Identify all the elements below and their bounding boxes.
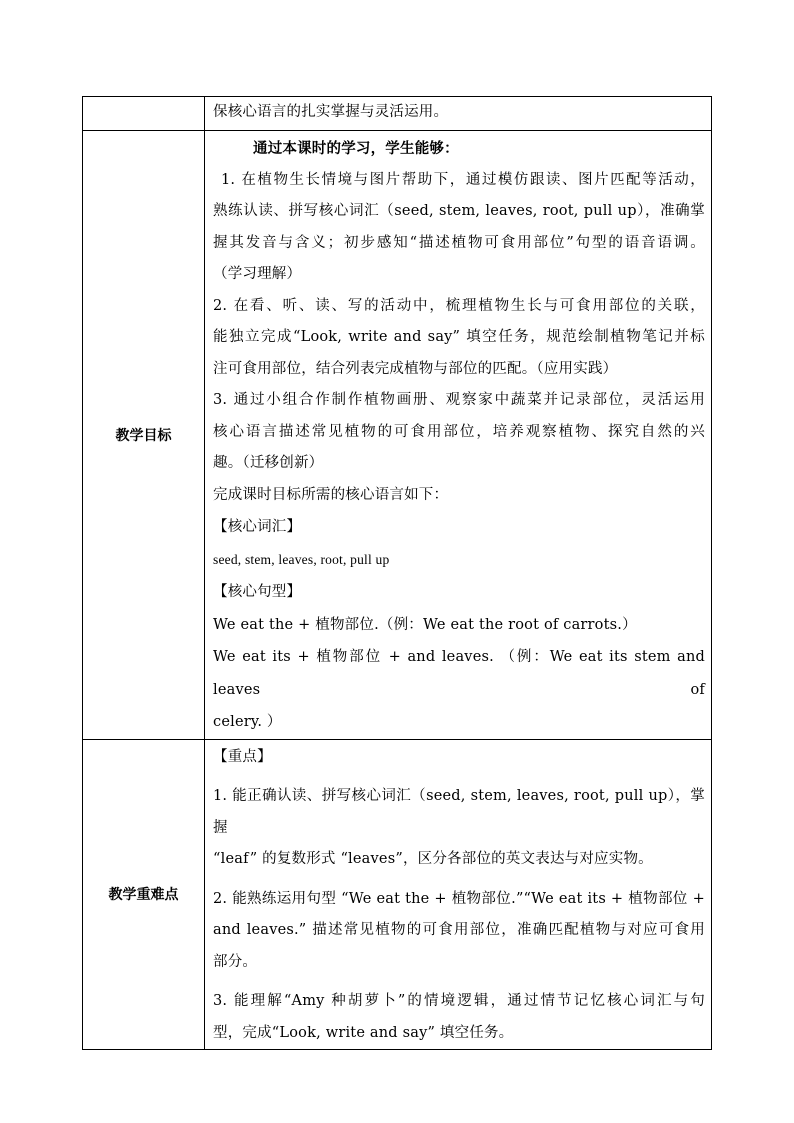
sentence-1: We eat the + 植物部位.（例：We eat the root of carrots.） [213,616,637,633]
objective-2-line-3: 注可食用部位，结合列表完成植物与部位的匹配。（应用实践） [213,360,618,377]
vocab-heading: 【核心词汇】 [213,519,302,535]
objective-1-line-4: （学习理解） [213,266,302,282]
table-row-key-points [83,739,712,1050]
objectives-intro: 通过本课时的学习，学生能够： [253,140,459,157]
objective-2-line-2: 能独立完成“Look, write and say” 填空任务，规范绘制植物笔记并标 [213,329,705,345]
core-language-intro: 完成课时目标所需的核心语言如下： [213,486,449,503]
objective-3-line-2: 核心语言描述常见植物的可食用部位，培养观察植物、探究自然的兴 [213,423,705,440]
sentence-heading: 【核心句型】 [213,584,302,600]
objective-2-line-1: 2. 在看、听、读、写的活动中，梳理植物生长与可食用部位的关联， [213,297,705,314]
lesson-plan-table [82,96,712,1050]
key-points-label: 教学重难点 [83,739,205,1050]
key-point-3-line-2: 型，完成“Look, write and say” 填空任务。 [213,1024,514,1041]
sentence-2-line-1: We eat its + 植物部位 + and leaves. （例：We eat its stem and leaves of [213,649,705,698]
continuation-cell [205,97,712,131]
objective-1-line-3: 握其发音与含义；初步感知“描述植物可食用部位”句型的语音语调。 [213,234,705,251]
objectives-label: 教学目标 [83,131,205,740]
key-point-3-line-1: 3. 能理解“Amy 种胡萝卜”的情境逻辑，通过情节记忆核心词汇与句 [213,993,705,1009]
key-point-1-line-1: 1. 能正确认读、拼写核心词汇（seed, stem, leaves, root, pull up），掌握 [213,788,705,836]
sentence-2-line-2: celery. ） [213,714,282,730]
objective-3-line-1: 3. 通过小组合作制作植物画册、观察家中蔬菜并记录部位，灵活运用 [213,392,705,408]
objective-1-line-1: 1. 在植物生长情境与图片帮助下，通过模仿跟读、图片匹配等活动， [221,171,705,188]
key-point-2-line-3: 部分。 [213,953,258,970]
objective-3-line-3: 趣。（迁移创新） [213,455,324,471]
key-points-heading: 【重点】 [213,748,272,765]
table-row-objectives [83,131,712,740]
key-point-1-line-2: “leaf” 的复数形式 “leaves”，区分各部位的英文表达与对应实物。 [213,851,653,867]
continuation-text: 保核心语言的扎实掌握与灵活运用。 [213,104,449,120]
vocab-list: seed, stem, leaves, root, pull up [213,551,390,567]
key-point-2-line-2: and leaves.” 描述常见植物的可食用部位，准确匹配植物与对应可食用 [213,922,705,938]
objective-1-line-2: 熟练认读、拼写核心词汇（seed, stem, leaves, root, pull up），准确掌 [213,203,705,219]
table-row-continuation [83,97,712,131]
key-points-cell [205,739,712,1050]
objectives-cell [205,131,712,740]
empty-label-cell [83,97,205,131]
key-point-2-line-1: 2. 能熟练运用句型 “We eat the + 植物部位.”“We eat its + 植物部位 + [213,890,705,907]
